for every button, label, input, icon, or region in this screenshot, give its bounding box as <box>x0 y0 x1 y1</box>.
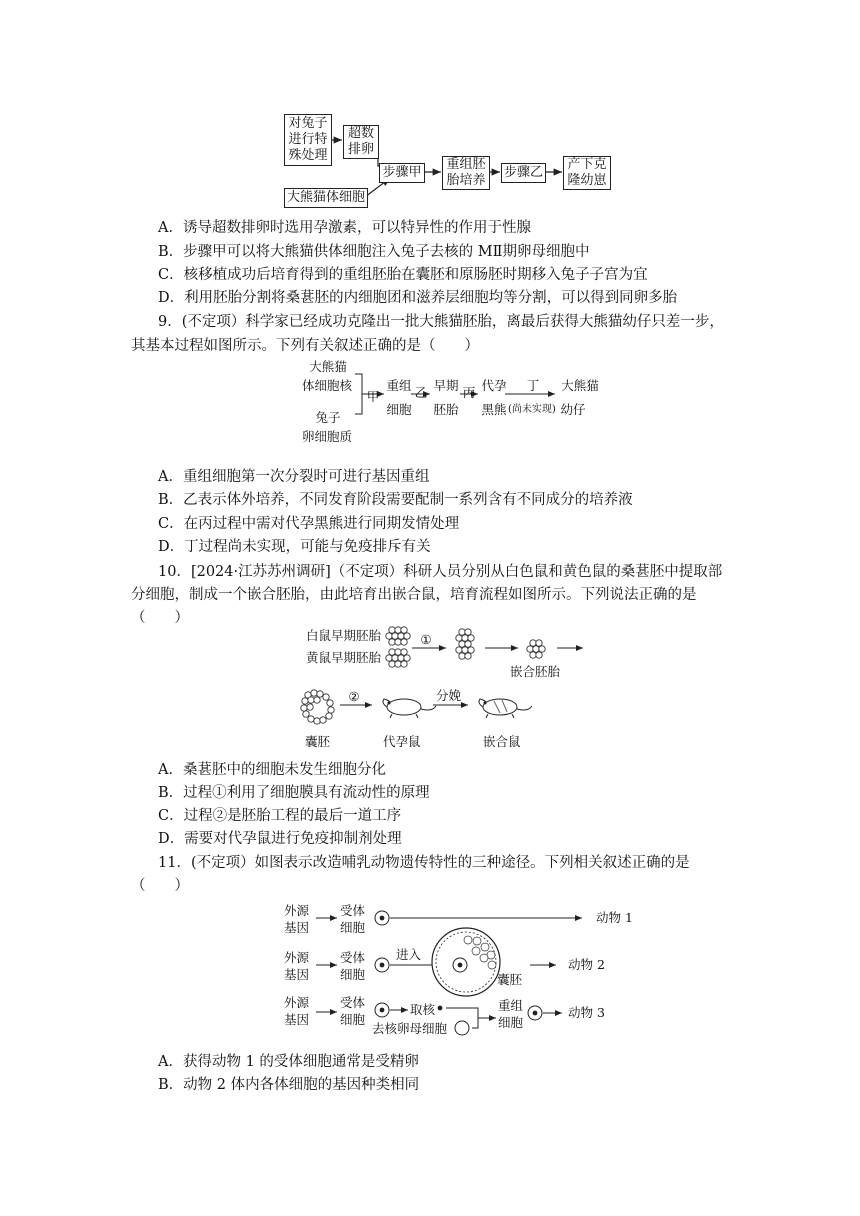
foreign-gene-label-1b: 基因 <box>284 920 310 935</box>
foreign-gene-label-2a: 外源 <box>284 950 310 965</box>
step-2-label: ② <box>348 689 360 704</box>
step-1-label: ① <box>420 632 432 647</box>
blastocyst-label-q11: 囊胚 <box>497 972 523 987</box>
step-bing-label: 丙 <box>462 385 476 400</box>
white-embryo-label: 白鼠早期胚胎 <box>306 628 382 643</box>
step-a-box: 步骤甲 <box>379 163 425 183</box>
step-yi-label: 乙 <box>414 385 428 400</box>
recombinant-cell-label-b: 细胞 <box>498 1015 524 1030</box>
q8-option-a: A．诱导超数排卵时选用孕激素，可以特异性的作用于性腺 <box>158 220 531 236</box>
q9-stem-line1: 9．(不定项）科学家已经成功克隆出一批大熊猫胚胎，离最后获得大熊猫幼仔只差一步， <box>158 314 724 330</box>
recipient-cell-icon-2 <box>375 958 389 972</box>
panda-nucleus-label-1: 大熊猫 <box>309 359 347 374</box>
nucleus-dot-icon <box>438 1006 443 1011</box>
panda-cub-label-1: 大熊猫 <box>561 378 599 393</box>
recombinant-cell-icon <box>528 1006 542 1020</box>
recipient-label-2a: 受体 <box>340 950 366 965</box>
panda-nucleus-label-2: 体细胞核 <box>301 378 352 393</box>
rabbit-treatment-box: 对兔子 进行特 殊处理 <box>284 114 332 166</box>
enter-label: 进入 <box>396 947 422 962</box>
recipient-label-3a: 受体 <box>340 995 366 1010</box>
animal-1-label: 动物 1 <box>596 910 633 925</box>
recombinant-cell-label-a: 重组 <box>498 998 524 1013</box>
q8-option-d: D．利用胚胎分割将桑葚胚的内细胞团和滋养层细胞均等分割，可以得到同卵多胎 <box>158 290 678 306</box>
q10-stem-line3: （ ） <box>131 610 189 626</box>
rabbit-cytoplasm-label-2: 卵细胞质 <box>301 429 352 444</box>
birth-label: 分娩 <box>436 688 462 703</box>
enucleated-oocyte-label: 去核卵母细胞 <box>372 1021 448 1036</box>
q10-option-c: C．过程②是胚胎工程的最后一道工序 <box>158 808 402 824</box>
take-nucleus-label: 取核 <box>410 1002 436 1017</box>
q11-stem-line2: （ ） <box>131 878 189 894</box>
recipient-label-1a: 受体 <box>340 903 366 918</box>
q11-option-a: A．获得动物 1 的受体细胞通常是受精卵 <box>158 1054 419 1070</box>
recipient-cell-icon-3 <box>375 1003 389 1017</box>
yellow-embryo-label: 黄鼠早期胚胎 <box>306 650 382 665</box>
q10-option-b: B．过程①利用了细胞膜具有流动性的原理 <box>158 785 430 801</box>
recipient-label-3b: 细胞 <box>340 1012 366 1027</box>
q9-option-c: C．在丙过程中需对代孕黑熊进行同期发情处理 <box>158 516 460 532</box>
q9-option-a: A．重组细胞第一次分裂时可进行基因重组 <box>158 469 430 485</box>
enucleated-oocyte-icon <box>455 1021 469 1035</box>
not-yet-realized-label: (尚未实现) <box>508 404 556 415</box>
q10-stem-line1: 10．[2024·江苏苏州调研]（不定项）科研人员分别从白色鼠和黄色鼠的桑葚胚中提取部 <box>158 564 723 580</box>
q10-option-a: A．桑葚胚中的细胞未发生细胞分化 <box>158 762 386 778</box>
q10-option-d: D．需要对代孕鼠进行免疫抑制剂处理 <box>158 831 402 847</box>
embryo-culture-box: 重组胚 胎培养 <box>442 156 490 190</box>
early-embryo-label-2: 胚胎 <box>433 402 459 417</box>
foreign-gene-label-1a: 外源 <box>284 903 310 918</box>
step-jia-label: 甲 <box>366 389 380 404</box>
chimeric-mouse-label: 嵌合鼠 <box>483 734 521 749</box>
surrogate-bear-label-2: 黑熊 <box>481 402 507 417</box>
animal-3-label: 动物 3 <box>568 1005 605 1020</box>
q11-stem-line1: 11．(不定项）如图表示改造哺乳动物遗传特性的三种途径。下列相关叙述正确的是 <box>158 855 690 871</box>
panda-cub-label-2: 幼仔 <box>560 402 586 417</box>
animal-2-label: 动物 2 <box>568 957 605 972</box>
q11-option-b: B．动物 2 体内各体细胞的基因种类相同 <box>158 1077 420 1093</box>
chimeric-embryo-label: 嵌合胚胎 <box>510 664 561 679</box>
recipient-cell-icon-1 <box>375 911 389 925</box>
q9-option-d: D．丁过程尚未实现，可能与免疫排斥有关 <box>158 539 431 555</box>
blastocyst-label: 囊胚 <box>305 734 331 749</box>
recombinant-cell-label-1: 重组 <box>386 378 412 393</box>
early-embryo-label-1: 早期 <box>433 378 459 393</box>
q9-stem-line2: 其基本过程如图所示。下列有关叙述正确的是（ ） <box>131 338 479 354</box>
rabbit-cytoplasm-label-1: 兔子 <box>315 410 341 425</box>
recipient-label-1b: 细胞 <box>340 920 366 935</box>
q9-option-b: B．乙表示体外培养，不同发育阶段需要配制一系列含有不同成分的培养液 <box>158 492 633 508</box>
step-b-box: 步骤乙 <box>501 163 546 183</box>
q10-stem-line2: 分细胞，制成一个嵌合胚胎，由此培育出嵌合鼠，培育流程如图所示。下列说法正确的是 <box>131 587 697 603</box>
panda-somatic-cell-box: 大熊猫体细胞 <box>284 188 368 208</box>
foreign-gene-label-2b: 基因 <box>284 967 310 982</box>
q8-option-c: C．核移植成功后培育得到的重组胚胎在囊胚和原肠胚时期移入兔子子宫为宜 <box>158 267 648 283</box>
step-ding-label: 丁 <box>526 378 540 393</box>
recombinant-cell-label-2: 细胞 <box>386 402 412 417</box>
clone-cub-box: 产下克 隆幼崽 <box>563 156 611 190</box>
surrogate-bear-label-1: 代孕 <box>481 378 507 393</box>
foreign-gene-label-3b: 基因 <box>284 1012 310 1027</box>
surrogate-mouse-label: 代孕鼠 <box>383 734 421 749</box>
foreign-gene-label-3a: 外源 <box>284 995 310 1010</box>
superovulation-box: 超数 排卵 <box>343 125 379 159</box>
recipient-label-2b: 细胞 <box>340 967 366 982</box>
q8-option-b: B．步骤甲可以将大熊猫供体细胞注入兔子去核的 MⅡ期卵母细胞中 <box>158 244 590 260</box>
blastocyst-diagram-icon <box>432 928 500 996</box>
